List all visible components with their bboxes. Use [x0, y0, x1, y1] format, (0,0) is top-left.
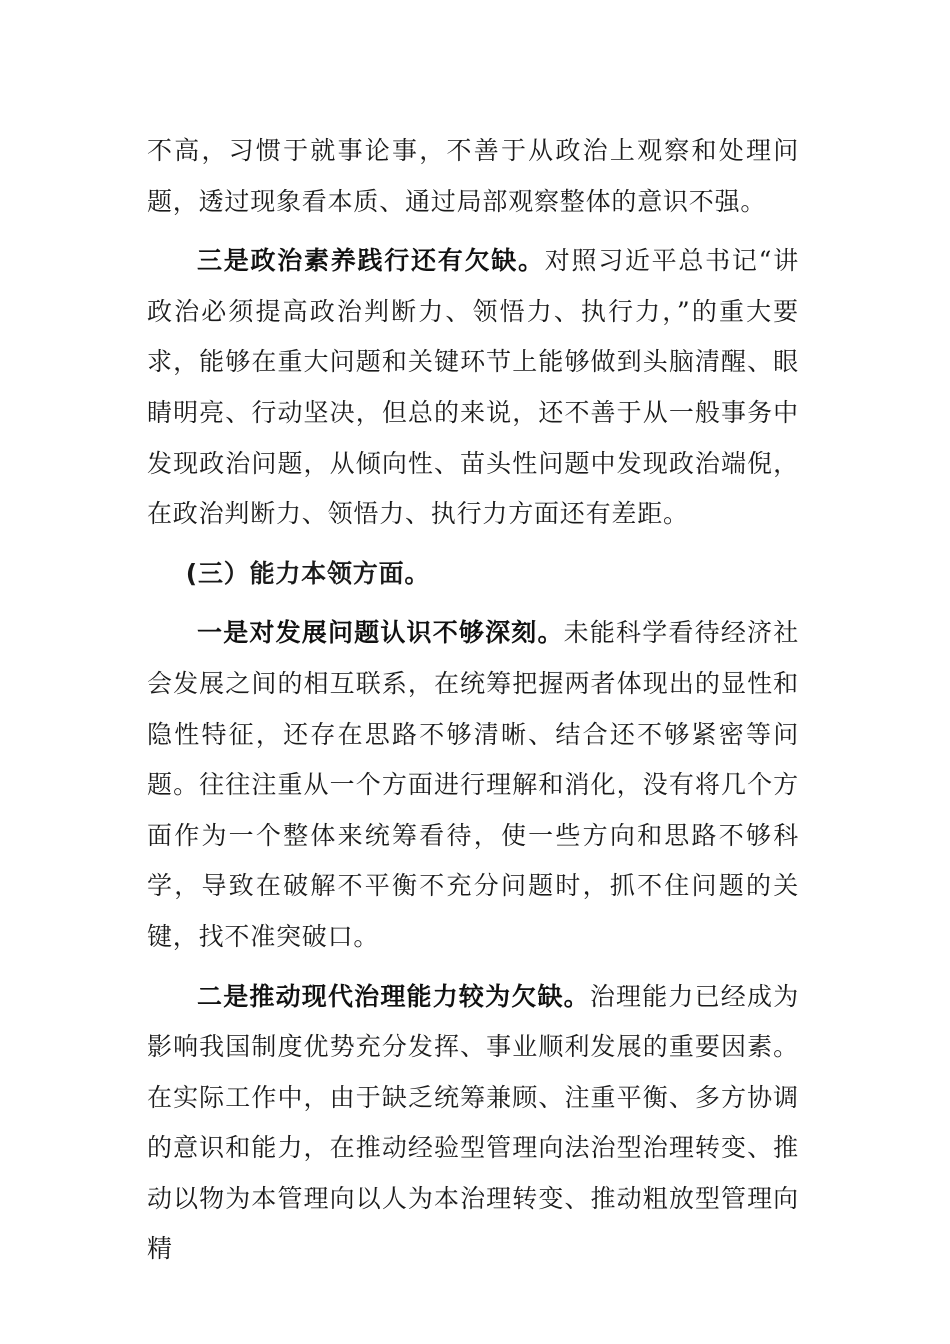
paragraph-lead: 二是推动现代治理能力较为欠缺。 [197, 981, 590, 1011]
paragraph-continuation [147, 126, 799, 227]
paragraph-governance-capability [147, 972, 799, 1276]
paragraph-development-issues [147, 608, 799, 962]
paragraph-text: 不高，习惯于就事论事，不善于从政治上观察和处理问题，透过现象看本质、通过局部观察整体的意识不强。 [147, 136, 799, 216]
paragraph-text: 未能科学看待经济社会发展之间的相互联系，在统筹把握两者体现出的显性和隐性特征，还存在思路不够清晰、结合还不够紧密等问题。往往注重从一个方面进行理解和消化，没有将几个方面作为一个整体来统筹看待，使一些方向和思路不够科学，导致在破解不平衡不充分问题时，抓不住问题的关键，找不准突破口。 [147, 618, 799, 951]
paragraph-text: 治理能力已经成为影响我国制度优势充分发挥、事业顺利发展的重要因素。在实际工作中，由于缺乏统筹兼顾、注重平衡、多方协调的意识和能力，在推动经验型管理向法治型治理转变、推动以物为本管理向以人为本治理转变、推动粗放型管理向精 [147, 981, 799, 1264]
section-heading: (三）能力本领方面。 [185, 558, 431, 588]
paragraph-text: 对照习近平总书记“讲政治必须提高政治判断力、领悟力、执行力，”的重大要求，能够在重大问题和关键环节上能够做到头脑清醒、眼睛明亮、行动坚决，但总的来说，还不善于从一般事务中发现政治问题，从倾向性、苗头性问题中发现政治端倪，在政治判断力、领悟力、执行力方面还有差距。 [147, 246, 799, 529]
paragraph-political-literacy [147, 236, 799, 540]
document-page [147, 126, 799, 1275]
paragraph-lead: 一是对发展问题认识不够深刻。 [197, 618, 564, 648]
paragraph-lead: 三是政治素养践行还有欠缺。 [197, 246, 545, 276]
